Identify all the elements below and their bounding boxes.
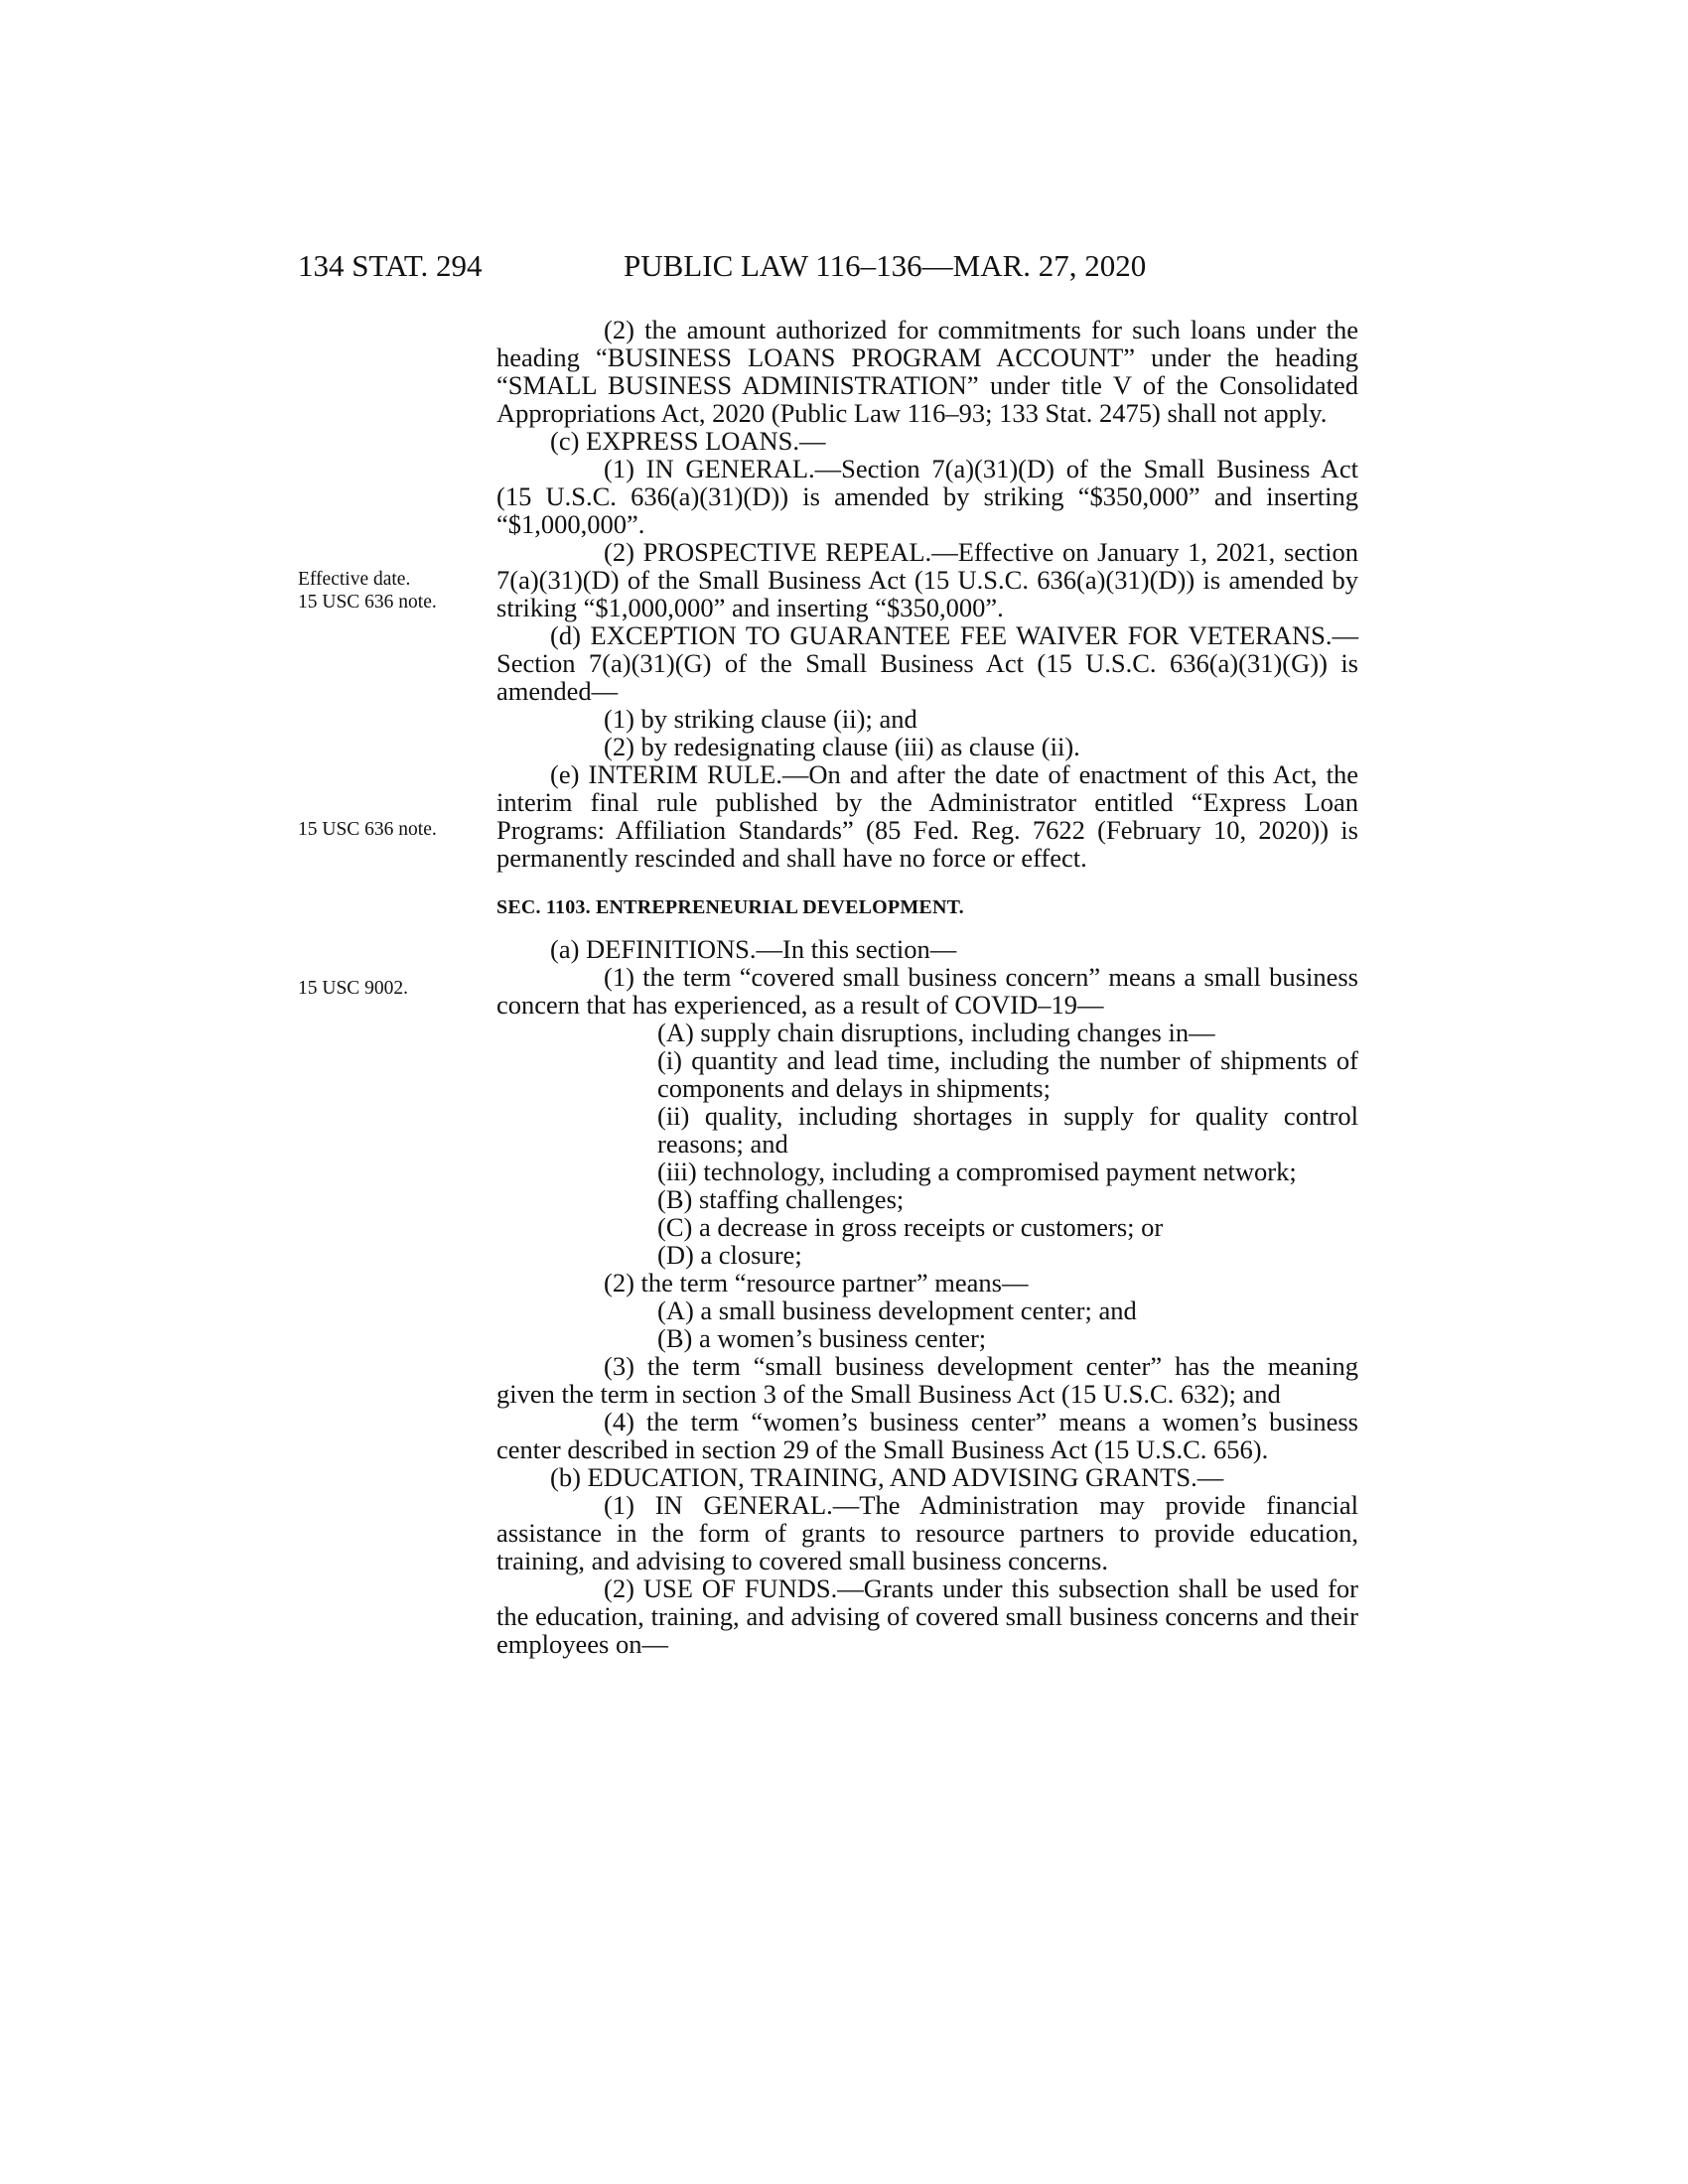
paragraph-heading: USE OF FUNDS. [642, 1573, 838, 1603]
paragraph-heading: IN GENERAL. [645, 454, 815, 483]
margin-note-usc-9002: 15 USC 9002. [298, 978, 409, 999]
subsection-heading: INTERIM RULE. [588, 759, 782, 789]
subparagraph-a2A: (A) a small business development center; and [657, 1296, 1137, 1325]
subsection-number: (b) [550, 1462, 581, 1492]
subsection-text: — Section 7(a)(31)(G) of the Small Business Act (15 U.S.C. 636(a)(31)(G)) is amended— [496, 620, 1358, 706]
subparagraph-a2B: (B) a women’s business center; [657, 1323, 987, 1353]
paragraph-text: —Effective on January 1, 2021, section 7(a)(31)(D) of the Small Business Act (15 U.S.C. 636(a)(31)(D)) is amended by striking “$1,000,000” and inserting “$350,000”. [496, 537, 1359, 622]
page-header-title: PUBLIC LAW 116–136—MAR. 27, 2020 [624, 248, 1147, 283]
subparagraph-C: (C) a decrease in gross receipts or customers; or [657, 1212, 1164, 1242]
paragraph-text: —Grants under this subsection shall be used for the education, training, and advising of covered small business concerns and their employees on— [496, 1573, 1359, 1659]
paragraph-d1: (1) by striking clause (ii); and [604, 704, 917, 734]
subsection-heading: EXPRESS LOANS.— [586, 426, 826, 456]
margin-note-usc-636-note: 15 USC 636 note. [298, 819, 437, 840]
subsection-a [496, 935, 1358, 963]
subsection-number: (a) [550, 934, 580, 964]
paragraph-number: (1) [604, 454, 634, 483]
subsection-heading: DEFINITIONS. [586, 934, 757, 964]
subparagraph-D: (D) a closure; [657, 1240, 802, 1270]
paragraph-a4: (4) the term “women’s business center” means a women’s business center described in section 29 of the Small Business Act (15 U.S.C. 656). [496, 1407, 1358, 1464]
paragraph-a2: (2) the term “resource partner” means— [604, 1268, 1029, 1297]
subsection-number: (c) [550, 426, 580, 456]
subsection-number: (d) [550, 620, 581, 650]
paragraph-number: (1) [604, 1490, 634, 1520]
margin-note-usc-636-note: 15 USC 636 note. [298, 592, 437, 613]
paragraph-c2 [496, 538, 1358, 621]
paragraph-number: (2) [604, 1573, 634, 1603]
subsection-heading: EXCEPTION TO GUARANTEE FEE WAIVER FOR VETERANS. [590, 620, 1333, 650]
subsection-b-heading [496, 1463, 1358, 1491]
paragraph-c1 [496, 455, 1358, 538]
paragraph-b2: (2) the amount authorized for commitments for such loans under the heading “BUSINESS LOANS PROGRAM ACCOUNT” under the heading “SMALL BUSINESS ADMINISTRATION” under title V of the Consolidated Appropriations Act, 2020 (Public Law 116–93; 133 Stat. 2475) shall not apply. [496, 315, 1358, 428]
paragraph-b1 [496, 1491, 1358, 1574]
subsection-text: —On and after the date of enactment of this Act, the interim final rule published by the Administrator entitled “Express Loan Programs: Affiliation Standards” (85 Fed. Reg. 7622 (February 10, 2020)) is permanently rescinded and shall have no force or effect. [496, 759, 1359, 873]
paragraph-text: —Section 7(a)(31)(D) of the Small Business Act (15 U.S.C. 636(a)(31)(D)) is amended by striking “$350,000” and inserting “$1,000,000”. [496, 454, 1358, 539]
subparagraph-B: (B) staffing challenges; [657, 1184, 905, 1214]
clause-i: (i) quantity and lead time, including the number of shipments of components and delays in shipments; [657, 1045, 1358, 1103]
subsection-text: —In this section— [756, 934, 957, 964]
clause-ii: (ii) quality, including shortages in supply for quality control reasons; and [657, 1101, 1358, 1159]
subsection-c-heading [496, 427, 1358, 455]
section-heading: SEC. 1103. ENTREPRENEURIAL DEVELOPMENT. [496, 896, 964, 918]
paragraph-heading: IN GENERAL. [654, 1490, 833, 1520]
subsection-e [496, 760, 1358, 872]
paragraph-d2: (2) by redesignating clause (iii) as clause (ii). [604, 732, 1080, 761]
paragraph-number: (2) [604, 537, 634, 567]
subsection-heading: EDUCATION, TRAINING, AND ADVISING GRANTS.— [587, 1462, 1224, 1492]
margin-note-effective-date: Effective date. [298, 569, 411, 590]
paragraph-text: —The Administration may provide financial assistance in the form of grants to resource partners to provide education, training, and advising to covered small business concerns. [496, 1490, 1358, 1575]
paragraph-heading: PROSPECTIVE REPEAL. [642, 537, 932, 567]
subsection-d [496, 621, 1358, 705]
subsection-number: (e) [550, 759, 580, 789]
statute-body [496, 316, 1358, 1658]
paragraph-b2-use-of-funds [496, 1574, 1358, 1658]
clause-iii: (iii) technology, including a compromised payment network; [657, 1157, 1297, 1186]
paragraph-a1: (1) the term “covered small business concern” means a small business concern that has experienced, as a result of COVID–19— [496, 962, 1358, 1020]
stat-page-reference: 134 STAT. 294 [298, 248, 483, 283]
subparagraph-A: (A) supply chain disruptions, including changes in— [657, 1018, 1215, 1047]
paragraph-a3: (3) the term “small business development center” has the meaning given the term in section 3 of the Small Business Act (15 U.S.C. 632); and [496, 1351, 1358, 1409]
